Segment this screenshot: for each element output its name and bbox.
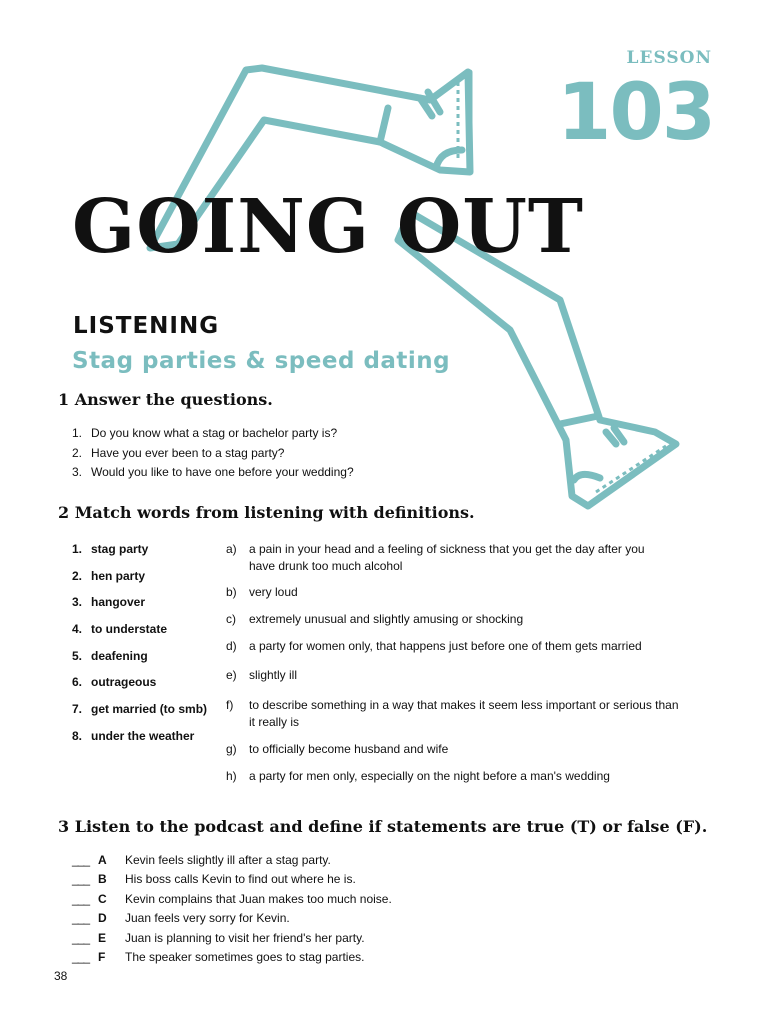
answer-blank[interactable]: ___ <box>72 949 90 964</box>
word-item: 2. hen party <box>72 568 146 583</box>
statement-item: ___ B His boss calls Kevin to find out where he is. <box>72 872 356 887</box>
word-item: 3. hangover <box>72 595 146 610</box>
lesson-number: 103 <box>557 68 714 158</box>
answer-blank[interactable]: ___ <box>72 911 90 926</box>
definition-item: d) a party for women only, that happens just before one of them gets married <box>226 639 642 653</box>
section-label: LISTENING <box>73 313 220 339</box>
answer-blank[interactable]: ___ <box>72 930 90 945</box>
answer-blank[interactable]: ___ <box>72 891 90 906</box>
answer-blank[interactable]: ___ <box>72 872 90 887</box>
section-subtitle: Stag parties & speed dating <box>72 348 451 374</box>
question-item: 3. Would you like to have one before your wedding? <box>72 465 354 479</box>
word-item: 7. get married (to smb) <box>72 702 208 717</box>
word-item: 4. to understate <box>72 622 168 637</box>
word-item: 1. stag party <box>72 542 149 556</box>
answer-blank[interactable]: ___ <box>72 853 90 867</box>
word-item: 6. outrageous <box>72 675 157 690</box>
statement-item: ___ A Kevin feels slightly ill after a stag party. <box>72 853 331 867</box>
question-item: 1. Do you know what a stag or bachelor party is? <box>72 426 338 440</box>
question-item: 2. Have you ever been to a stag party? <box>72 445 285 460</box>
statement-item: ___ E Juan is planning to visit her friend's her party. <box>72 930 365 945</box>
statement-item: ___ F The speaker sometimes goes to stag parties. <box>72 949 365 964</box>
task3-title: 3 Listen to the podcast and define if statements are true (T) or false (F). <box>58 817 708 836</box>
page-number: 38 <box>54 969 68 983</box>
task2-title: 2 Match words from listening with definitions. <box>58 503 475 522</box>
definition-item: e) slightly ill <box>226 668 298 682</box>
page-title: GOING OUT <box>72 184 584 270</box>
definition-item: g) to officially become husband and wife <box>226 742 449 756</box>
question-list <box>72 424 354 483</box>
definition-item: b) very loud <box>226 585 298 599</box>
definition-item: c) extremely unusual and slightly amusing or shocking <box>226 612 524 626</box>
statement-item: ___ D Juan feels very sorry for Kevin. <box>72 911 290 926</box>
definition-item: h) a party for men only, especially on the night before a man's wedding <box>226 769 610 783</box>
task1-title: 1 Answer the questions. <box>58 390 273 409</box>
statement-list <box>72 851 392 967</box>
word-list <box>72 540 207 754</box>
statement-item: ___ C Kevin complains that Juan makes too much noise. <box>72 891 392 906</box>
definition-item: f) to describe something in a way that makes it seem less important or serious than it really is <box>226 698 679 729</box>
lesson-label: LESSON <box>626 48 712 68</box>
word-item: 8. under the weather <box>72 728 195 743</box>
definition-item: a) a pain in your head and a feeling of sickness that you get the day after you have drunk too much alcohol <box>226 542 645 573</box>
word-item: 5. deafening <box>72 648 148 663</box>
